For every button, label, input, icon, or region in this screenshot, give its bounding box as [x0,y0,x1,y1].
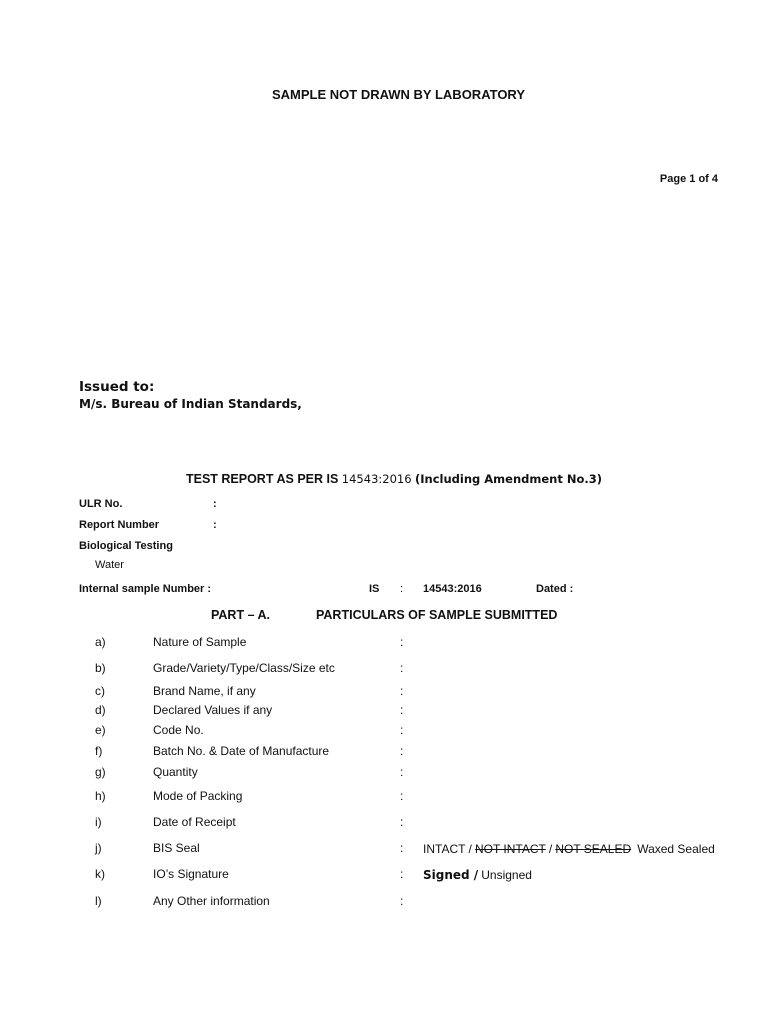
item-label: Brand Name, if any [153,684,256,698]
list-item [0,703,768,723]
signature-signed: Signed / [423,868,479,882]
bis-seal-value [423,842,715,856]
item-letter: f) [95,744,103,758]
list-item [0,841,768,861]
item-colon: : [400,765,404,779]
report-number-colon: : [213,519,217,531]
item-colon: : [400,841,404,855]
item-colon: : [400,894,404,908]
ulr-colon: : [213,498,217,510]
item-label: Grade/Variety/Type/Class/Size etc [153,661,335,675]
ulr-label: ULR No. [79,498,123,510]
seal-intact: INTACT / [423,842,472,856]
item-letter: j) [95,841,102,855]
item-colon: : [400,635,404,649]
list-item [0,765,768,785]
item-label: Quantity [153,765,198,779]
report-heading-standard: 14543:2016 [341,472,412,486]
item-colon: : [400,703,404,717]
part-a-label: PART – A. [211,608,271,622]
signature-value [423,868,532,882]
item-letter: l) [95,894,102,908]
item-letter: g) [95,765,106,779]
document-title: SAMPLE NOT DRAWN BY LABORATORY [271,87,526,102]
report-heading-prefix: TEST REPORT AS PER IS [185,472,339,486]
item-letter: a) [95,635,106,649]
page-number: Page 1 of 4 [659,173,718,185]
biological-testing-label: Biological Testing [79,540,173,552]
signature-unsigned: Unsigned [481,868,532,882]
item-colon: : [400,744,404,758]
item-label: Declared Values if any [153,703,273,717]
report-number-label: Report Number [79,519,160,531]
list-item [0,661,768,681]
item-letter: b) [95,661,106,675]
seal-not-sealed: NOT SEALED [555,842,632,856]
report-heading-amendment: (Including Amendment No.3) [415,472,603,486]
item-label: Mode of Packing [153,789,243,803]
list-item [0,723,768,743]
dated-label: Dated : [536,583,574,595]
item-letter: h) [95,789,106,803]
item-label: BIS Seal [153,841,200,855]
part-a-heading: PARTICULARS OF SAMPLE SUBMITTED [316,608,558,622]
item-colon: : [400,661,404,675]
item-colon: : [400,867,404,881]
internal-sample-label: Internal sample Number : [79,583,212,595]
item-letter: d) [95,703,106,717]
is-colon: : [400,583,404,595]
item-label: IO’s Signature [153,867,229,881]
issued-to-value: M/s. Bureau of Indian Standards, [79,397,302,411]
item-label: Any Other information [153,894,270,908]
list-item [0,867,768,887]
item-label: Date of Receipt [153,815,236,829]
seal-not-intact: NOT INTACT [474,842,546,856]
item-letter: e) [95,723,106,737]
item-letter: c) [95,684,105,698]
seal-separator: / [548,842,553,856]
item-colon: : [400,815,404,829]
item-label: Nature of Sample [153,635,247,649]
list-item [0,894,768,914]
item-label: Batch No. & Date of Manufacture [153,744,330,758]
water-label: Water [95,559,124,571]
report-heading [0,472,768,486]
seal-waxed: Waxed Sealed [637,842,715,856]
item-colon: : [400,789,404,803]
item-label: Code No. [153,723,204,737]
list-item [0,684,768,704]
item-colon: : [400,723,404,737]
list-item [0,635,768,655]
item-letter: k) [95,867,105,881]
issued-to-label: Issued to: [79,379,155,395]
item-colon: : [400,684,404,698]
item-letter: i) [95,815,102,829]
list-item [0,789,768,809]
list-item [0,815,768,835]
is-label: IS [369,583,380,595]
is-value: 14543:2016 [423,583,482,595]
list-item [0,744,768,764]
